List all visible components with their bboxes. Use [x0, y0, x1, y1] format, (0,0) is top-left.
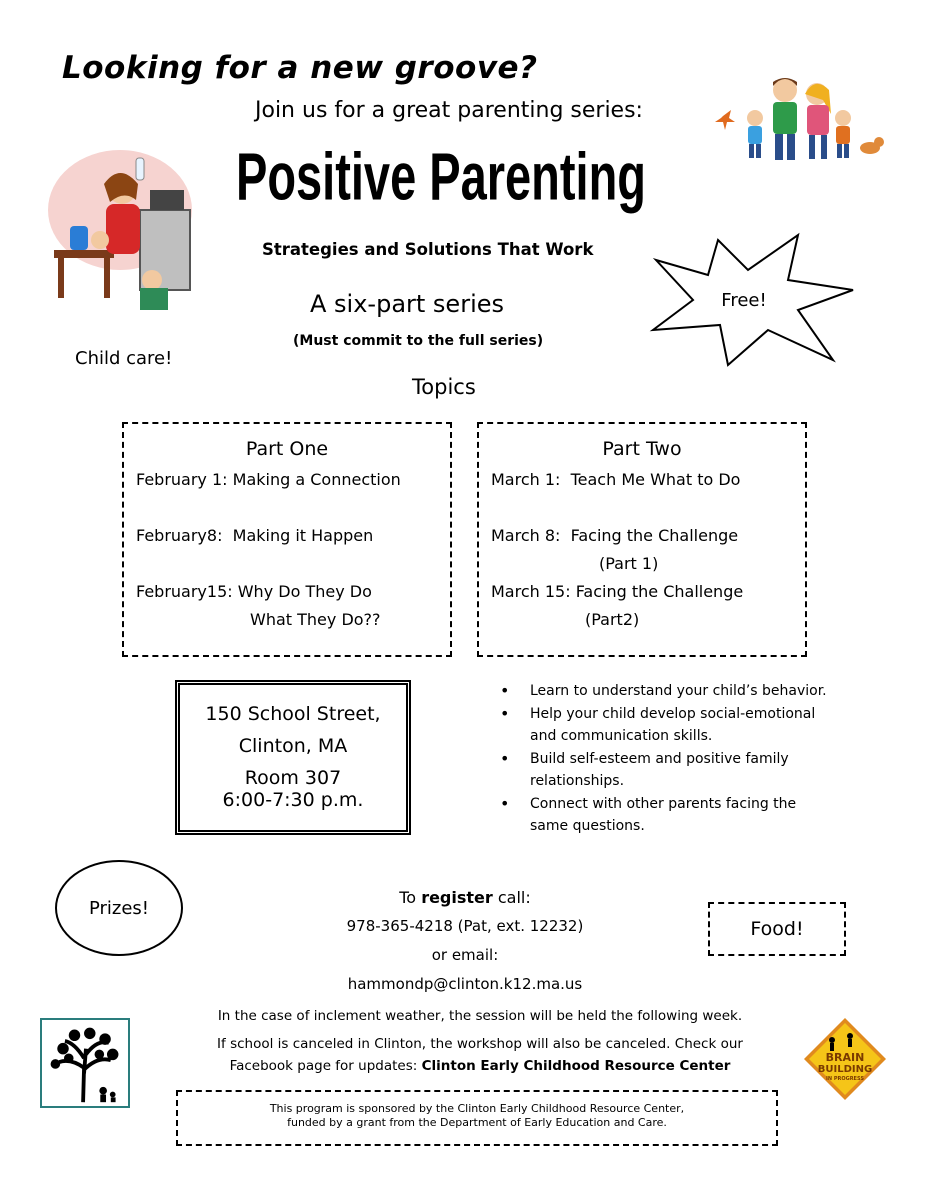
part-one-line: February 1: Making a Connection — [136, 470, 401, 489]
register-keyword: register — [421, 888, 493, 907]
facebook-page-name: Clinton Early Childhood Resource Center — [421, 1058, 731, 1074]
register-or-email: or email: — [431, 946, 499, 964]
part-one-line: February15: Why Do They Do — [136, 582, 372, 601]
commit-note: (Must commit to the full series) — [293, 333, 544, 349]
food-box — [708, 902, 846, 956]
sponsor-line: This program is sponsored by the Clinton Early Childhood Resource Center, — [269, 1102, 685, 1115]
part-one-box — [122, 422, 452, 657]
weather-notice: In the case of inclement weather, the session will be held the following week. — [217, 1008, 743, 1024]
prizes-oval — [55, 860, 183, 956]
cancel-notice: If school is canceled in Clinton, the workshop will also be canceled. Check our — [217, 1036, 743, 1052]
part-two-line: (Part2) — [585, 610, 640, 629]
topics-heading: Topics — [412, 375, 476, 399]
benefit-item: • Connect with other parents facing the same questions. — [500, 793, 830, 837]
busy-mom-illustration — [40, 140, 200, 320]
free-text: Free! — [721, 290, 767, 311]
brain-logo-line3: IN PROGRESS — [826, 1076, 864, 1082]
tree-logo — [40, 1018, 130, 1108]
child-care-label: Child care! — [75, 348, 173, 369]
free-starburst — [648, 230, 858, 370]
sponsor-box — [176, 1090, 778, 1146]
food-label: Food! — [750, 918, 804, 940]
headline: Looking for a new groove? — [62, 50, 538, 86]
family-illustration — [715, 70, 885, 165]
subheadline: Join us for a great parenting series: — [255, 98, 643, 123]
part-two-line: March 15: Facing the Challenge — [491, 582, 744, 601]
benefit-item: • Help your child develop social-emotional and communication skills. — [500, 703, 830, 747]
session-time: 6:00-7:30 p.m. — [222, 789, 364, 811]
part-one-line: What They Do?? — [250, 610, 381, 629]
part-two-box — [477, 422, 807, 657]
page-title — [232, 135, 652, 217]
part-two-title: Part Two — [602, 438, 682, 460]
register-email: hammondp@clinton.k12.ma.us — [347, 975, 583, 993]
brain-logo-line2: BUILDING — [817, 1064, 873, 1075]
part-two-line: March 8: Facing the Challenge — [491, 526, 739, 545]
benefit-item: • Learn to understand your child’s behavior. — [500, 680, 830, 702]
registration-info — [300, 883, 630, 999]
title-text: Positive Parenting — [236, 139, 646, 215]
part-two-line: (Part 1) — [599, 554, 659, 573]
address-city: Clinton, MA — [238, 735, 348, 757]
prizes-label: Prizes! — [88, 898, 150, 919]
sponsor-line: funded by a grant from the Department of Early Education and Care. — [287, 1116, 667, 1129]
location-box — [175, 680, 411, 835]
address-street: 150 School Street, — [205, 703, 381, 725]
benefit-item: • Build self-esteem and positive family relationships. — [500, 748, 830, 792]
part-two-line: March 1: Teach Me What to Do — [491, 470, 741, 489]
part-one-line: February8: Making it Happen — [136, 526, 374, 545]
brain-building-logo — [802, 1016, 888, 1102]
register-phone: 978-365-4218 (Pat, ext. 12232) — [346, 917, 584, 935]
benefits-list — [500, 680, 830, 838]
address-room: Room 307 — [244, 767, 342, 789]
notices — [180, 1005, 780, 1077]
register-heading: To register call: — [399, 888, 531, 907]
brain-logo-line1: BRAIN — [825, 1051, 865, 1064]
facebook-notice: Facebook page for updates: Clinton Early Childhood Resource Center — [229, 1058, 731, 1074]
part-one-title: Part One — [245, 438, 329, 460]
series-label: A six-part series — [310, 290, 505, 318]
tagline: Strategies and Solutions That Work — [262, 240, 594, 259]
